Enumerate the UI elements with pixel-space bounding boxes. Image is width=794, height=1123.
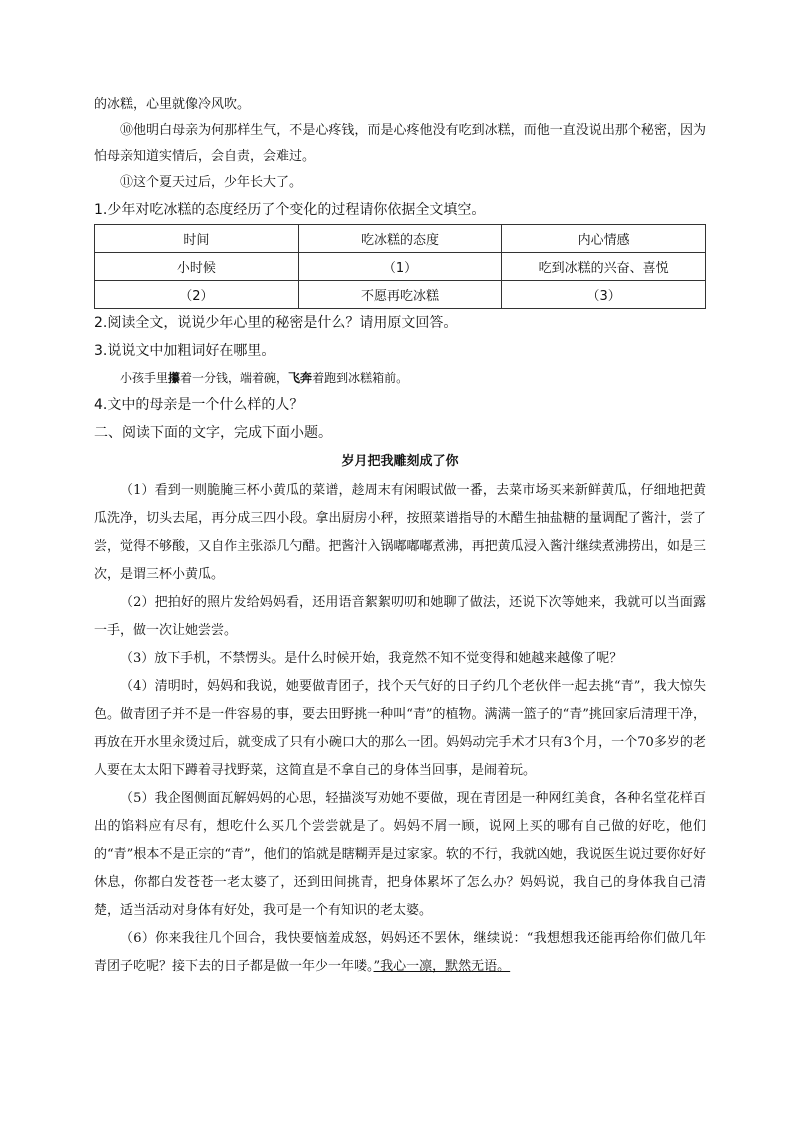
section-heading: 二、阅读下面的文字，完成下面小题。 [94, 425, 332, 441]
underlined-sentence: ”我心一凛，默然无语。 [373, 959, 511, 974]
question-3: 3.说说文中加粗词好在哪里。 [94, 343, 276, 359]
example-text: 着一分钱，端着碗， [180, 371, 289, 385]
story-paragraph-10: ⑩他明白母亲为何那样生气，不是心疼钱，而是心疼他没有吃到冰糕，而他一直没说出那个秘密，因为怕母亲知道实情后，会自责，会难过。 [94, 123, 706, 164]
answer-table [94, 224, 706, 309]
article-title: 岁月把我雕刻成了你 [341, 454, 459, 469]
example-text: 小孩手里 [120, 371, 169, 385]
table-cell: （1） [298, 253, 502, 281]
article-paragraph: （2）把拍好的照片发给妈妈看，还用语音絮絮叨叨和她聊了做法，还说下次等她来，我就可以当面露一手，做一次让她尝尝。 [94, 595, 706, 638]
table-cell: 小时候 [95, 253, 299, 281]
article-paragraph: （4）清明时，妈妈和我说，她要做青团子，找个天气好的日子约几个老伙伴一起去挑“青”，我大惊失色。做青团子并不是一件容易的事，要去田野挑一种叫“青”的植物。满满一篮子的“青”挑回家后清理干净，再放在开水里汆烫过后，就变成了只有小碗口大的那么一团。妈妈动完手术才只有3个月，一个70多岁的老人要在太太阳下蹲着寻找野菜，这简直是不拿自己的身体当回事，是闹着玩。 [94, 679, 706, 778]
table-cell: 吃到冰糕的兴奋、喜悦 [502, 253, 706, 281]
table-header-row [95, 225, 706, 253]
table-header-cell: 吃冰糕的态度 [298, 225, 502, 253]
article-paragraph: （1）看到一则脆腌三杯小黄瓜的菜谱，趁周末有闲暇试做一番，去菜市场买来新鲜黄瓜，仔细地把黄瓜洗净，切头去尾，再分成三四小段。拿出厨房小秤，按照菜谱指导的木醋生抽盐糖的量调配了酱汁，尝了尝，觉得不够酸，又自作主张添几勺醋。把酱汁入锅嘟嘟嘟煮沸，再把黄瓜浸入酱汁继续煮沸捞出，如是三次，是谓三杯小黄瓜。 [94, 483, 706, 582]
table-cell: （3） [502, 281, 706, 309]
table-row [95, 253, 706, 281]
document-page [94, 92, 706, 981]
table-header-cell: 时间 [95, 225, 299, 253]
bold-word: 攥 [168, 371, 181, 385]
question-2: 2.阅读全文，说说少年心里的秘密是什么？请用原文回答。 [94, 315, 458, 331]
story-line: 的冰糕，心里就像冷风吹。 [94, 97, 251, 112]
table-cell: 不愿再吃冰糕 [298, 281, 502, 309]
question-1: 1.少年对吃冰糕的态度经历了个变化的过程请你依据全文填空。 [94, 202, 486, 218]
table-header-cell: 内心情感 [502, 225, 706, 253]
story-paragraph-11: ⑪这个夏天过后，少年长大了。 [120, 175, 303, 190]
table-cell: （2） [95, 281, 299, 309]
question-4: 4.文中的母亲是一个什么样的人？ [94, 397, 304, 413]
bold-word: 飞奔 [288, 371, 313, 385]
example-text: 着跑到冰糕箱前。 [312, 371, 409, 385]
article-paragraph: （3）放下手机，不禁愣头。是什么时候开始，我竟然不知不觉变得和她越来越像了呢？ [120, 651, 623, 666]
article-paragraph: （5）我企图侧面瓦解妈妈的心思，轻描淡写劝她不要做，现在青团是一种网红美食，各种名堂花样百出的馅料应有尽有，想吃什么买几个尝尝就是了。妈妈不屑一顾，说网上买的哪有自己做的好吃，他们的“青”根本不是正宗的“青”，他们的馅就是瞎糊弄是过家家。软的不行，我就凶她，我说医生说过要你好好休息，你都白发苍苍一老太婆了，还到田间挑青，把身体累坏了怎么办？妈妈说，我自己的身体我自己清楚，适当活动对身体有好处，我可是一个有知识的老太婆。 [94, 791, 706, 918]
paragraph-text: （6）你来我往几个回合，我快要恼羞成怒，妈妈还不罢休，继续说：“我想想我还能再给你们做几年青团子吃呢？接下去的日子都是做一年少一年喽。 [94, 931, 706, 974]
question-3-example [94, 365, 706, 391]
table-row [95, 281, 706, 309]
article-paragraph-6 [94, 925, 706, 981]
